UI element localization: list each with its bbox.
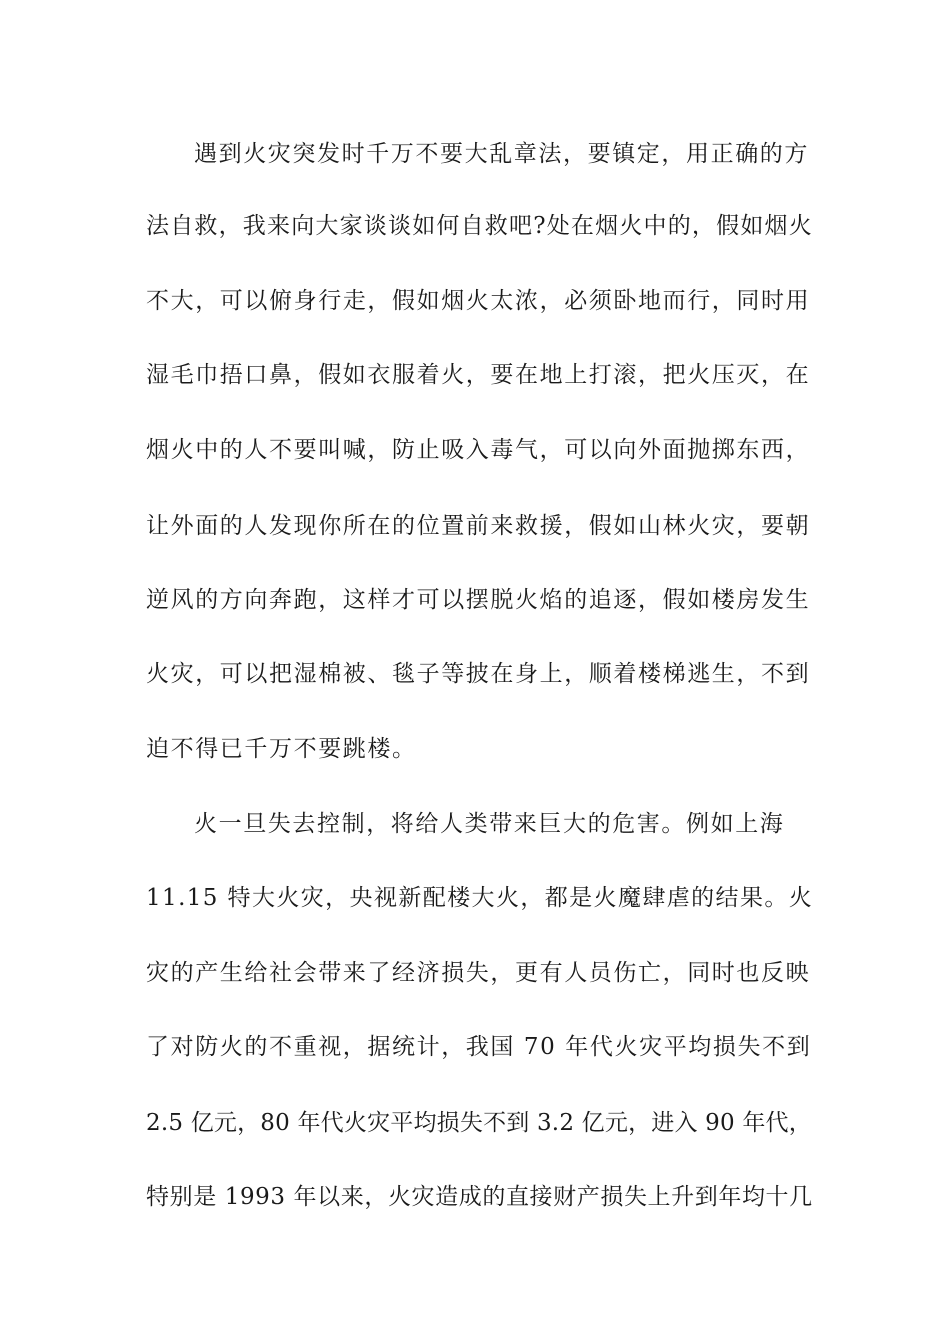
text-line: 灾的产生给社会带来了经济损失，更有人员伤亡，同时也反映 (146, 960, 811, 986)
text-line: 遇到火灾突发时千万不要大乱章法，要镇定，用正确的方 (194, 141, 809, 167)
text-line: 2.5 亿元，80 年代火灾平均损失不到 3.2 亿元，进入 90 年代， (146, 1110, 812, 1136)
text-line: 特别是 1993 年以来，火灾造成的直接财产损失上升到年均十几 (146, 1184, 813, 1210)
text-line: 让外面的人发现你所在的位置前来救援，假如山林火灾，要朝 (146, 513, 811, 539)
text-line: 了对防火的不重视，据统计，我国 70 年代火灾平均损失不到 (146, 1034, 812, 1060)
text-line: 火一旦失去控制，将给人类带来巨大的危害。例如上海 (194, 811, 785, 837)
text-line: 湿毛巾捂口鼻，假如衣服着火，要在地上打滚，把火压灭，在 (146, 362, 811, 388)
text-line: 迫不得已千万不要跳楼。 (146, 736, 417, 762)
text-line: 火灾，可以把湿棉被、毯子等披在身上，顺着楼梯逃生，不到 (146, 661, 811, 687)
text-line: 烟火中的人不要叫喊，防止吸入毒气，可以向外面抛掷东西， (146, 437, 811, 463)
text-line: 不大，可以俯身行走，假如烟火太浓，必须卧地而行，同时用 (146, 288, 811, 314)
text-line: 法自救，我来向大家谈谈如何自救吧?处在烟火中的，假如烟火 (146, 213, 813, 239)
text-line: 11.15 特大火灾，央视新配楼大火，都是火魔肆虐的结果。火 (146, 885, 814, 911)
text-line: 逆风的方向奔跑，这样才可以摆脱火焰的追逐，假如楼房发生 (146, 587, 811, 613)
